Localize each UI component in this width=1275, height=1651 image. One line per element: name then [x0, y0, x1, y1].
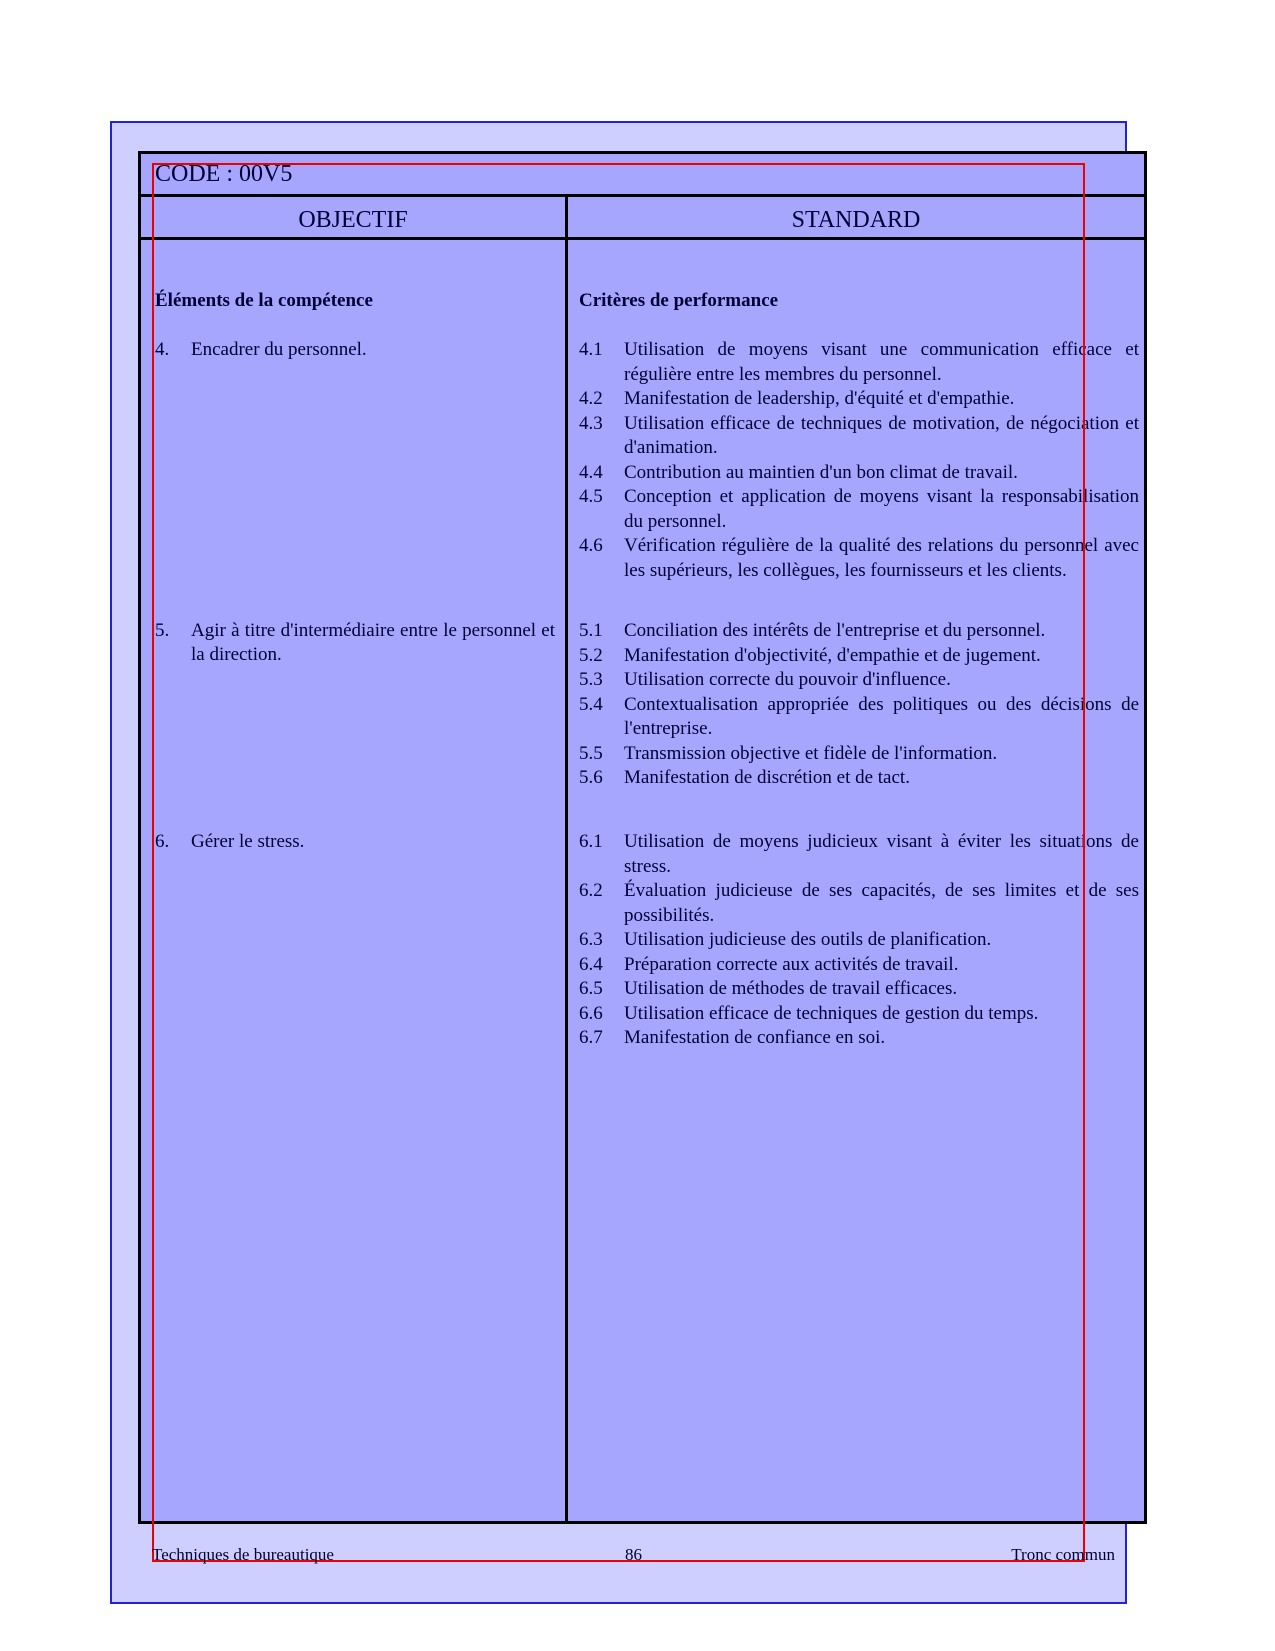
criterion: [579, 461, 1139, 486]
criterion: [579, 830, 1139, 879]
criterion-number: 6.6: [579, 1002, 603, 1024]
code-label: CODE : 00V5: [155, 161, 293, 187]
criterion: [579, 879, 1139, 928]
element-item: [155, 830, 555, 854]
criterion-number: 6.1: [579, 831, 603, 852]
criterion: [579, 953, 1139, 978]
column-divider: [565, 197, 568, 1521]
criterion-number: 4.2: [579, 388, 603, 409]
element-text: Gérer le stress.: [191, 831, 305, 852]
criterion: [579, 644, 1139, 669]
criterion: [579, 1026, 1139, 1051]
criterion-number: 5.2: [579, 644, 603, 666]
competency-table: [138, 151, 1147, 1524]
criteria-title: Critères de performance: [579, 290, 779, 311]
header-row: [141, 197, 1144, 240]
criterion: [579, 387, 1139, 412]
criteria-column: [579, 289, 1139, 1048]
element-text: Encadrer du personnel.: [191, 339, 367, 360]
criterion-text: Utilisation de moyens visant une communication efficace et régulière entre les membres du personnel.: [624, 339, 1139, 385]
criterion-text: Manifestation de leadership, d'équité et d'empathie.: [624, 388, 1015, 409]
criterion-text: Transmission objective et fidèle de l'information.: [624, 742, 998, 764]
criterion-number: 6.7: [579, 1027, 603, 1048]
footer-section: Tronc commun: [1011, 1545, 1115, 1564]
criterion-number: 5.1: [579, 620, 603, 641]
page-number: 86: [625, 1545, 642, 1564]
criterion-number: 4.3: [579, 412, 603, 434]
criterion-number: 6.4: [579, 953, 603, 975]
criterion: [579, 619, 1139, 644]
criterion-text: Contextualisation appropriée des politiques ou des décisions de l'entreprise.: [624, 693, 1139, 739]
code-row: [141, 154, 1144, 197]
criterion-text: Utilisation de méthodes de travail efficaces.: [624, 978, 958, 999]
criterion: [579, 412, 1139, 461]
criterion: [579, 485, 1139, 534]
criterion: [579, 977, 1139, 1002]
criterion: [579, 693, 1139, 742]
element-item: [155, 619, 555, 667]
criterion: [579, 742, 1139, 767]
element-number: 5.: [155, 620, 170, 641]
criterion: [579, 1002, 1139, 1027]
criterion-text: Préparation correcte aux activités de travail.: [624, 953, 959, 975]
criterion-text: Évaluation judicieuse de ses capacités, de ses limites et de ses possibilités.: [624, 880, 1139, 926]
element-text: Agir à titre d'intermédiaire entre le personnel et la direction.: [191, 620, 555, 665]
criterion-text: Conception et application de moyens visant la responsabilisation du personnel.: [624, 486, 1139, 532]
criterion-text: Conciliation des intérêts de l'entreprise et du personnel.: [624, 620, 1046, 641]
header-standard: STANDARD: [791, 207, 921, 233]
criterion-number: 4.4: [579, 461, 603, 483]
criterion-number: 6.5: [579, 978, 603, 999]
criterion-text: Manifestation d'objectivité, d'empathie et de jugement.: [624, 644, 1041, 666]
criterion: [579, 928, 1139, 953]
elements-column: [155, 289, 555, 852]
criterion-text: Utilisation efficace de techniques de motivation, de négociation et d'animation.: [624, 412, 1139, 458]
header-objectif: OBJECTIF: [298, 207, 408, 233]
criterion-number: 5.4: [579, 693, 603, 715]
criterion: [579, 766, 1139, 791]
criterion-text: Contribution au maintien d'un bon climat de travail.: [624, 461, 1018, 483]
criterion-text: Manifestation de discrétion et de tact.: [624, 767, 910, 788]
criterion-number: 4.5: [579, 486, 603, 507]
criteria-group-6: [579, 830, 1139, 1051]
criterion-text: Utilisation de moyens judicieux visant à éviter les situations de stress.: [624, 831, 1139, 877]
criterion-text: Manifestation de confiance en soi.: [624, 1027, 886, 1048]
criterion-number: 5.3: [579, 669, 603, 690]
criterion: [579, 338, 1139, 387]
criterion: [579, 534, 1139, 583]
criterion: [579, 668, 1139, 693]
criterion-number: 5.5: [579, 742, 603, 764]
criterion-number: 5.6: [579, 767, 603, 788]
criterion-number: 6.3: [579, 929, 603, 950]
criterion-text: Vérification régulière de la qualité des relations du personnel avec les supérieurs, les collègues, les fournisseurs et les clients.: [624, 535, 1139, 581]
elements-title: Éléments de la compétence: [155, 290, 373, 311]
criterion-text: Utilisation correcte du pouvoir d'influence.: [624, 669, 951, 690]
criterion-text: Utilisation judicieuse des outils de planification.: [624, 929, 992, 950]
criteria-group-4: [579, 338, 1139, 583]
criterion-text: Utilisation efficace de techniques de gestion du temps.: [624, 1002, 1039, 1024]
criteria-group-5: [579, 619, 1139, 791]
criterion-number: 4.6: [579, 535, 603, 556]
element-number: 4.: [155, 339, 170, 360]
footer-program: Techniques de bureautique: [152, 1545, 334, 1564]
criterion-number: 6.2: [579, 880, 603, 901]
element-number: 6.: [155, 831, 170, 852]
element-item: [155, 338, 555, 362]
criterion-number: 4.1: [579, 339, 603, 360]
